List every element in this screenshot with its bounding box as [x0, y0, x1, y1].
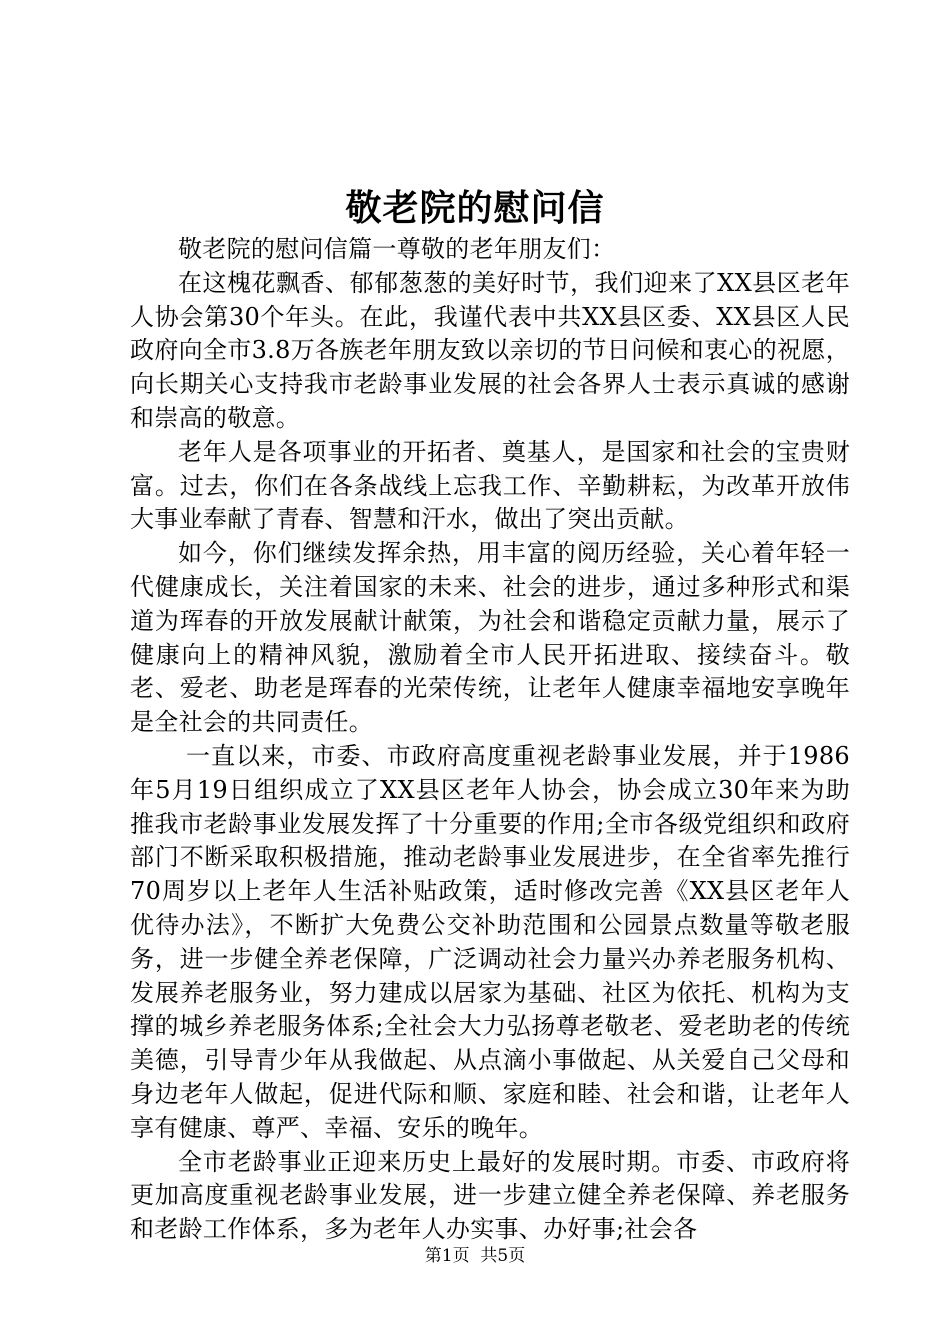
paragraph-elders-contribution: 老年人是各项事业的开拓者、奠基人，是国家和社会的宝贵财富。过去，你们在各条战线上忘我工作、辛勤耕耘，为改革开放伟大事业奉献了青春、智慧和汗水，做出了突出贡献。	[130, 437, 850, 534]
paragraph-government-work: 一直以来，市委、市政府高度重视老龄事业发展，并于1986年5月19日组织成立了XX县区老年人协会，协会成立30年来为助推我市老龄事业发展发挥了十分重要的作用;全市各级党组织和政府部门不断采取积极措施，推动老龄事业发展进步，在全省率先推行70周岁以上老年人生活补贴政策，适时修改完善《XX县区老年人优待办法》，不断扩大免费公交补助范围和公园景点数量等敬老服务，进一步健全养老保障，广泛调动社会力量兴办养老服务机构、发展养老服务业，努力建成以居家为基础、社区为依托、机构为支撑的城乡养老服务体系;全社会大力弘扬尊老敬老、爱老助老的传统美德，引导青少年从我做起、从点滴小事做起、从关爱自己父母和身边老年人做起，促进代际和顺、家庭和睦、社会和谐，让老年人享有健康、尊严、幸福、安乐的晚年。	[130, 741, 850, 1142]
paragraph-greeting: 在这槐花飘香、郁郁葱葱的美好时节，我们迎来了XX县区老年人协会第30个年头。在此，我谨代表中共XX县区委、XX县区人民政府向全市3.8万各族老年朋友致以亲切的节日问候和衷心的祝愿，向长期关心支持我市老龄事业发展的社会各界人士表示真诚的感谢和崇高的敬意。	[130, 268, 850, 432]
page-number-label: 第1页 共5页	[424, 1246, 526, 1266]
document-body	[130, 233, 850, 1247]
paragraph-elders-today: 如今，你们继续发挥余热，用丰富的阅历经验，关心着年轻一代健康成长，关注着国家的未来、社会的进步，通过多种形式和渠道为珲春的开放发展献计献策，为社会和谐稳定贡献力量，展示了健康向上的精神风貌，激励着全市人民开拓进取、接续奋斗。敬老、爱老、助老是珲春的光荣传统，让老年人健康幸福地安享晚年是全社会的共同责任。	[130, 539, 850, 737]
paragraph-salutation: 敬老院的慰问信篇一尊敬的老年朋友们：	[178, 235, 616, 263]
document-title: 敬老院的慰问信	[345, 187, 605, 229]
page-footer	[0, 1244, 950, 1268]
paragraph-future-outlook: 全市老龄事业正迎来历史上最好的发展时期。市委、市政府将更加高度重视老龄事业发展，进一步建立健全养老保障、养老服务和老龄工作体系，多为老年人办实事、办好事;社会各	[130, 1147, 850, 1244]
